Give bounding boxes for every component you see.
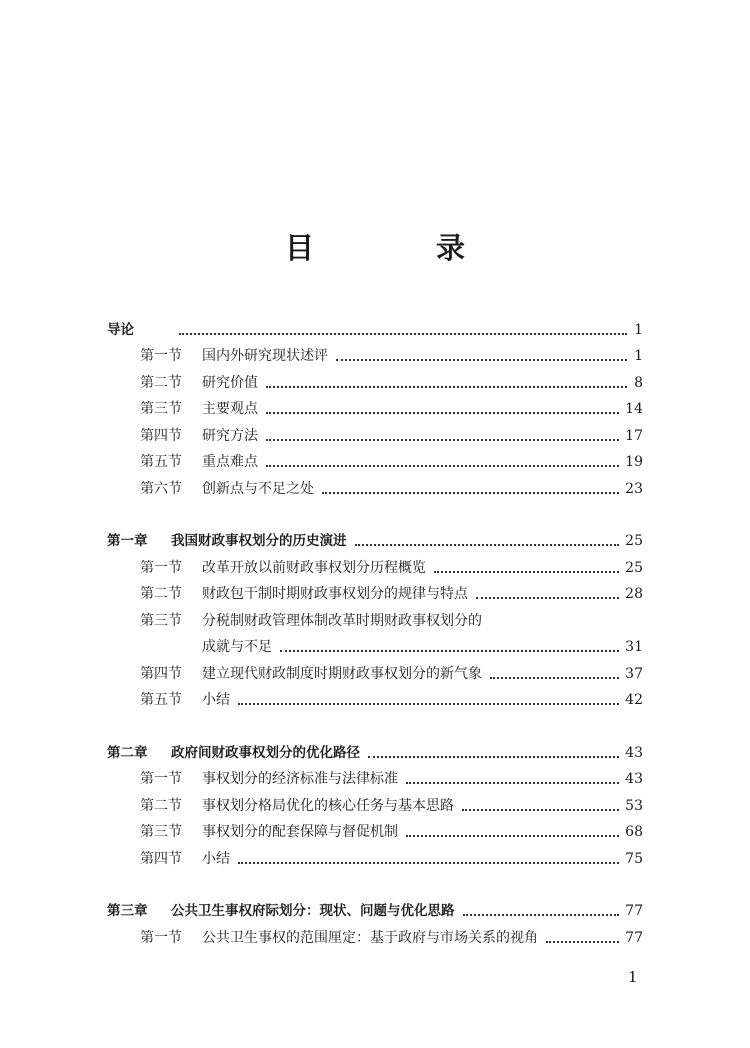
dot-leader xyxy=(266,412,619,414)
toc-entry-title: 创新点与不足之处 xyxy=(202,480,314,497)
toc-section-entry[interactable] xyxy=(107,603,643,630)
dot-leader xyxy=(266,465,619,467)
dot-leader xyxy=(355,544,620,546)
toc-entry-title: 事权划分格局优化的核心任务与基本思路 xyxy=(202,797,454,814)
dot-leader xyxy=(266,439,619,441)
toc-section-entry[interactable] xyxy=(107,815,643,842)
toc-entry-number: 第六节 xyxy=(140,480,182,497)
chapter-gap xyxy=(107,498,643,524)
toc-entry-page-number: 1 xyxy=(634,321,643,338)
page-title: 目 录 xyxy=(284,231,522,265)
toc-entry-title: 公共卫生事权府际划分：现状、问题与优化思路 xyxy=(171,903,455,919)
toc-entry-page-number: 19 xyxy=(625,454,643,470)
toc-chapter-entry[interactable] xyxy=(107,735,643,762)
toc-entry-title: 财政包干制时期财政事权划分的规律与特点 xyxy=(202,586,468,602)
dot-leader xyxy=(238,862,619,864)
toc-entry-page-number: 17 xyxy=(625,427,643,444)
toc-entry-number: 第四节 xyxy=(140,665,182,682)
toc-entry-number: 第二节 xyxy=(140,374,182,391)
toc-section-entry[interactable] xyxy=(107,418,643,445)
toc-section-entry[interactable] xyxy=(107,445,643,472)
toc-section-entry[interactable] xyxy=(107,339,643,366)
toc-entry-number: 第五节 xyxy=(140,454,182,470)
toc-entry-title: 成就与不足 xyxy=(202,639,272,655)
toc-entry-number: 第一节 xyxy=(140,929,182,946)
toc-entry-page-number: 43 xyxy=(625,744,643,761)
toc-entry-title: 研究价值 xyxy=(202,374,258,391)
toc-entry-title: 主要观点 xyxy=(202,401,258,417)
toc-entry-title: 公共卫生事权的范围厘定：基于政府与市场关系的视角 xyxy=(202,929,538,946)
toc-section-entry[interactable] xyxy=(107,788,643,815)
toc-entry-page-number: 1 xyxy=(634,348,643,364)
toc-entry-number: 第一节 xyxy=(140,348,182,364)
toc-entry-title: 事权划分的经济标准与法律标准 xyxy=(202,771,398,787)
toc-section-entry[interactable] xyxy=(107,471,643,498)
table-of-contents xyxy=(107,312,643,947)
toc-section-entry[interactable] xyxy=(107,550,643,577)
toc-section-entry[interactable] xyxy=(107,841,643,868)
dot-leader xyxy=(462,809,619,811)
toc-entry-title: 事权划分的配套保障与督促机制 xyxy=(202,824,398,840)
toc-entry-title: 重点难点 xyxy=(202,454,258,470)
dot-leader xyxy=(336,359,627,361)
toc-section-entry[interactable] xyxy=(107,365,643,392)
toc-entry-page-number: 53 xyxy=(625,797,643,814)
dot-leader xyxy=(546,941,619,943)
chapter-gap xyxy=(107,868,643,894)
toc-entry-title: 研究方法 xyxy=(202,427,258,444)
toc-chapter-entry[interactable] xyxy=(107,524,643,551)
chapter-gap xyxy=(107,709,643,735)
toc-entry-number: 第二节 xyxy=(140,797,182,814)
toc-section-entry[interactable] xyxy=(107,577,643,604)
toc-entry-page-number: 28 xyxy=(625,586,643,602)
toc-entry-page-number: 31 xyxy=(625,639,643,655)
toc-section-entry[interactable] xyxy=(107,920,643,947)
toc-chapter-entry[interactable] xyxy=(107,312,643,339)
toc-section-entry[interactable] xyxy=(107,656,643,683)
toc-entry-number: 第一节 xyxy=(140,559,182,576)
dot-leader xyxy=(179,333,627,335)
dot-leader xyxy=(476,597,619,599)
toc-entry-page-number: 75 xyxy=(625,850,643,867)
dot-leader xyxy=(406,782,619,784)
toc-entry-number: 第三节 xyxy=(140,824,182,840)
toc-entry-number: 第五节 xyxy=(140,692,182,708)
toc-section-entry[interactable] xyxy=(107,762,643,789)
toc-entry-page-number: 77 xyxy=(625,929,643,946)
toc-section-entry[interactable] xyxy=(107,683,643,710)
toc-entry-page-number: 42 xyxy=(625,692,643,708)
toc-entry-title: 分税制财政管理体制改革时期财政事权划分的 xyxy=(202,612,482,629)
toc-entry-page-number: 77 xyxy=(625,903,643,919)
toc-entry-number: 第三节 xyxy=(140,612,182,629)
toc-entry-page-number: 8 xyxy=(634,374,643,391)
toc-chapter-entry[interactable] xyxy=(107,894,643,921)
toc-entry-number: 第二节 xyxy=(140,586,182,602)
dot-leader xyxy=(238,703,619,705)
dot-leader xyxy=(280,650,619,652)
dot-leader xyxy=(490,677,619,679)
toc-entry-page-number: 25 xyxy=(625,559,643,576)
toc-entry-title: 建立现代财政制度时期财政事权划分的新气象 xyxy=(202,665,482,682)
dot-leader xyxy=(463,914,620,916)
toc-entry-number: 导论 xyxy=(107,321,134,338)
toc-entry-title: 国内外研究现状述评 xyxy=(202,348,328,364)
toc-entry-title: 小结 xyxy=(202,692,230,708)
dot-leader xyxy=(434,571,619,573)
toc-entry-number: 第四节 xyxy=(140,427,182,444)
toc-entry-title: 政府间财政事权划分的优化路径 xyxy=(171,744,360,761)
toc-entry-page-number: 23 xyxy=(625,480,643,497)
dot-leader xyxy=(266,386,627,388)
toc-section-entry[interactable] xyxy=(107,392,643,419)
toc-entry-page-number: 43 xyxy=(625,771,643,787)
toc-entry-page-number: 37 xyxy=(625,665,643,682)
toc-entry-title: 小结 xyxy=(202,850,230,867)
dot-leader xyxy=(406,835,619,837)
page-number: 1 xyxy=(628,968,638,986)
dot-leader xyxy=(322,492,619,494)
toc-entry-title: 我国财政事权划分的历史演进 xyxy=(171,533,347,549)
toc-entry-page-number: 25 xyxy=(625,533,643,549)
dot-leader xyxy=(368,756,619,758)
toc-entry-number: 第三节 xyxy=(140,401,182,417)
toc-entry-number: 第一节 xyxy=(140,771,182,787)
toc-entry-number: 第一章 xyxy=(107,533,148,549)
toc-entry-number: 第四节 xyxy=(140,850,182,867)
toc-entry-page-number: 14 xyxy=(625,401,643,417)
toc-entry-title: 改革开放以前财政事权划分历程概览 xyxy=(202,559,426,576)
toc-entry-number: 第二章 xyxy=(107,744,148,761)
toc-entry-number: 第三章 xyxy=(107,903,148,919)
toc-entry-page-number: 68 xyxy=(625,824,643,840)
toc-section-entry[interactable] xyxy=(107,630,643,657)
